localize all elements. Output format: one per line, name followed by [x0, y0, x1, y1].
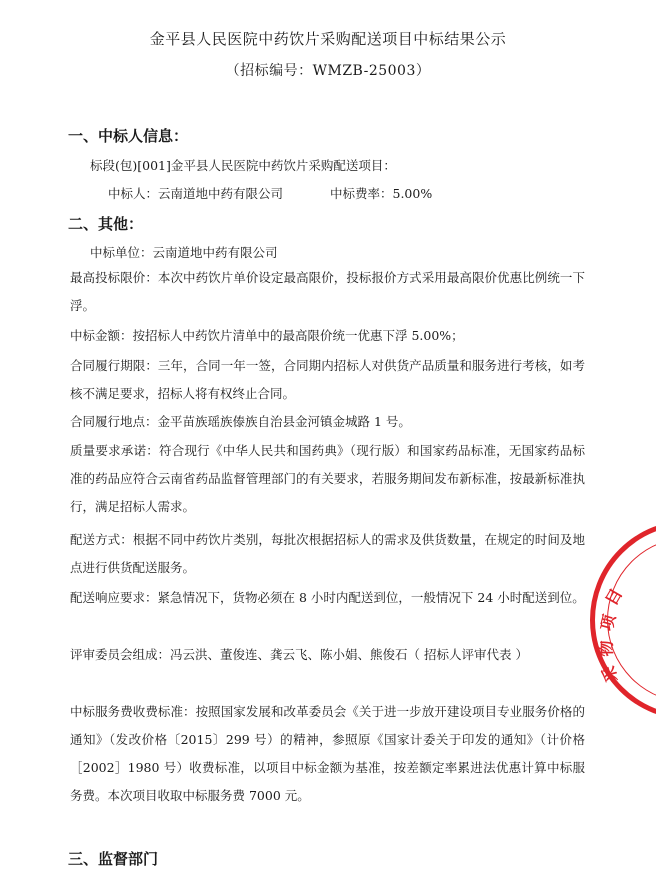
winning-unit: 中标单位：云南道地中药有限公司: [90, 245, 278, 260]
committee-paragraph: 评审委员会组成：冯云洪、董俊连、龚云飞、陈小娟、熊俊石（ 招标人评审代表 ）: [70, 647, 528, 662]
document-title: 金平县人民医院中药饮片采购配送项目中标结果公示: [149, 30, 507, 48]
quality-paragraph: 质量要求承诺：符合现行《中华人民共和国药典》（现行版）和国家药品标准，无国家药品标准的药品应符合云南省药品监督管理部门的有关要求，若服务期间发布新标准，按最新标准执行，满足招标人需求。: [70, 443, 585, 514]
seal-text: 物: [596, 640, 616, 657]
delivery-paragraph: 配送方式：根据不同中药饮片类别，每批次根据招标人的需求及供货数量，在规定的时间及地点进行供货配送服务。: [70, 532, 585, 575]
max-price-paragraph: 最高投标限价：本次中药饮片单价设定最高限价，投标报价方式采用最高限价优惠比例统一下浮。: [70, 270, 585, 313]
winner-line: 中标人：云南道地中药有限公司: [108, 186, 284, 201]
section-heading-winner: 一、中标人信息：: [68, 127, 189, 145]
seal-text: 采: [598, 664, 622, 685]
official-seal: [590, 520, 656, 720]
lot-line: 标段(包)[001]金平县人民医院中药饮片采购配送项目：: [90, 158, 396, 173]
seal-text: 目: [601, 585, 627, 609]
section-heading-other: 二、其他：: [68, 215, 144, 233]
tender-number: （招标编号：WMZB-25003）: [225, 63, 431, 79]
response-paragraph: 配送响应要求：紧急情况下，货物必须在 8 小时内配送到位，一般情况下 24 小时配送到位。: [70, 590, 585, 605]
place-paragraph: 合同履行地点：金平苗族瑶族傣族自治县金河镇金城路 1 号。: [70, 414, 411, 429]
rate-line: 中标费率：5.00%: [330, 186, 433, 201]
seal-text: 项: [596, 612, 620, 633]
section-heading-supervision: 三、监督部门: [68, 850, 159, 868]
fee-paragraph: 中标服务费收费标准：按照国家发展和改革委员会《关于进一步放开建设项目专业服务价格的通知》（发改价格〔2015〕299 号）的精神，参照原《国家计委关于印发的通知》（计价格［2002］1980 号）收费标准，以项目中标金额为基准，按差额定率累进法优惠计算中标服务费。本次项目收取中标服务费 7000 元。: [70, 704, 585, 803]
period-paragraph: 合同履行期限：三年，合同一年一签，合同期内招标人对供货产品质量和服务进行考核，如考核不满足要求，招标人将有权终止合同。: [70, 358, 585, 401]
amount-paragraph: 中标金额：按招标人中药饮片清单中的最高限价统一优惠下浮 5.00%；: [70, 328, 464, 343]
